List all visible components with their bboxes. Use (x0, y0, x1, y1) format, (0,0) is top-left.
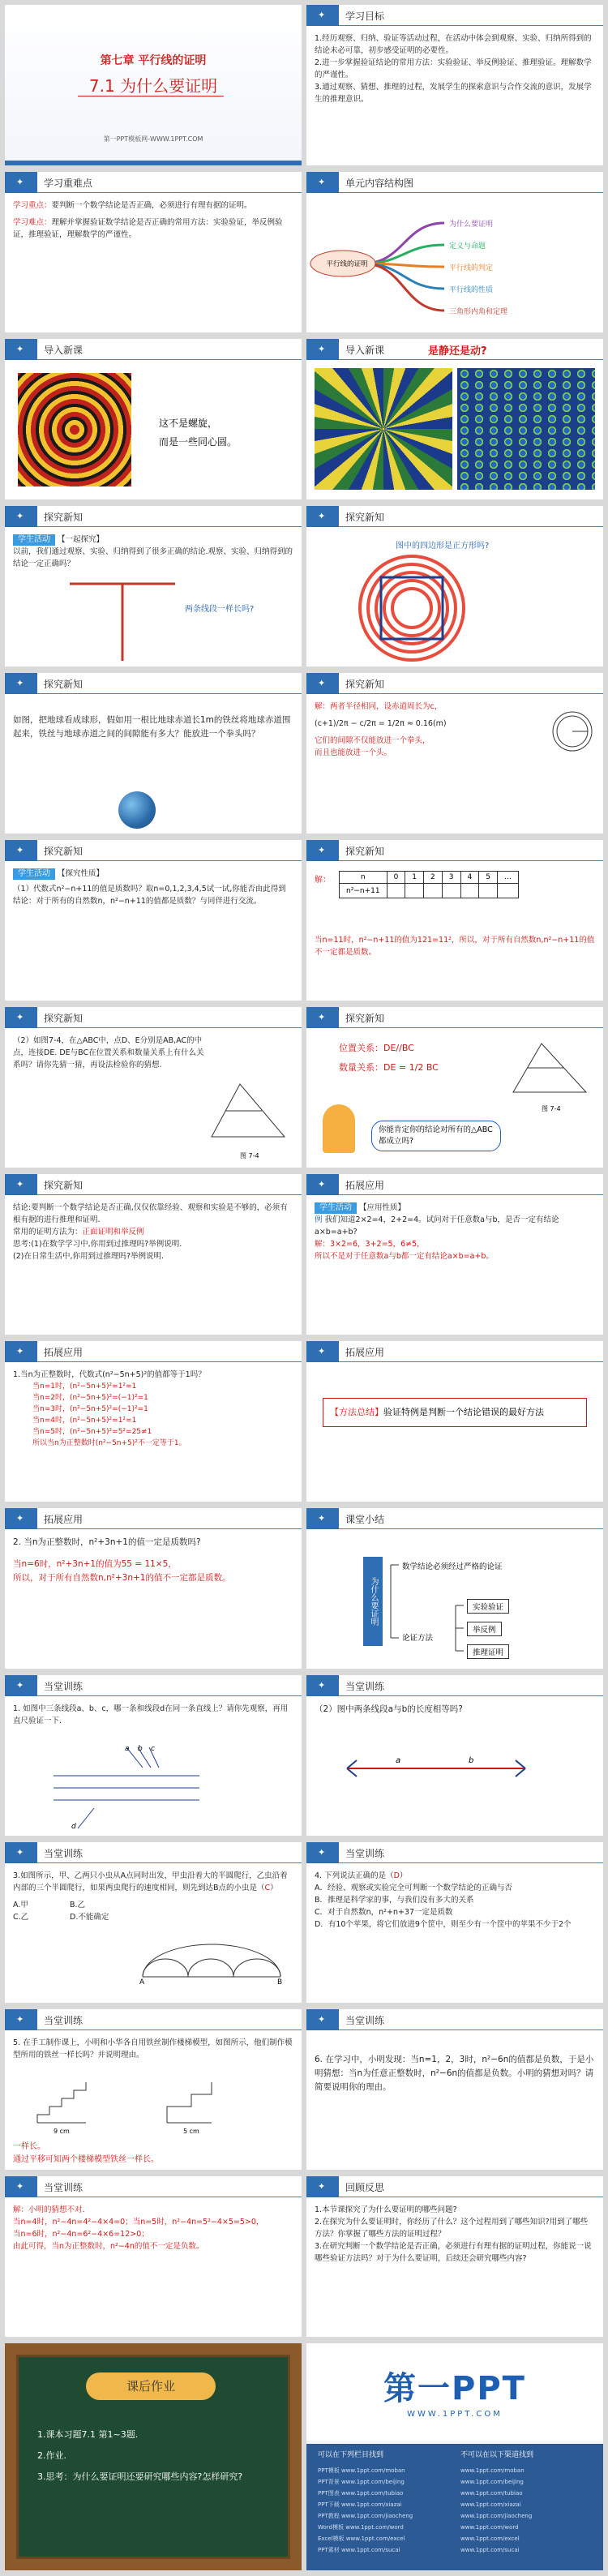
slide-objectives[interactable] (306, 5, 603, 165)
objective-3: 3.通过观察、猜想、推理的过程，发展学生的探索意识与合作交流的意识，发展学生的推理意识。 (315, 83, 592, 104)
slide-title: 当堂训练 (44, 2015, 83, 2026)
bookmark-icon: ✦ (318, 678, 326, 688)
activity-tag: 学生活动 (315, 1202, 357, 1214)
answer-line-2: 当n=4时，n²−4n=4²−4×4=0；当n=5时，n²−4n=5²−4×5=5>0， (13, 2218, 264, 2227)
stair-height-label: 5 cm (183, 2128, 199, 2135)
slide-header (306, 2176, 603, 2197)
ad-link[interactable]: www.1ppt.com/excel (460, 2535, 520, 2542)
slide-header (306, 1341, 603, 1362)
slide-header (306, 1007, 603, 1028)
triangle-figure (509, 1039, 590, 1104)
slide-header (5, 1675, 302, 1696)
slide-title: 当堂训练 (44, 2182, 83, 2193)
bookmark-icon: ✦ (318, 177, 326, 187)
extend-question: 2. 当n为正整数时，n²+3n+1的值一定是质数吗? (13, 1537, 201, 1547)
method-value: 正面证明和举反例 (82, 1228, 144, 1237)
slide-title: 拓展应用 (345, 1347, 385, 1358)
line-d-label: d (71, 1823, 76, 1831)
slide-title: 当堂训练 (345, 1681, 385, 1692)
slide-title: 导入新课 (345, 345, 385, 356)
table-cell: 5 (479, 872, 498, 884)
slide-header (5, 1341, 302, 1362)
ad-link[interactable]: www.1ppt.com/jiaocheng (460, 2513, 533, 2519)
slide-title: 学习目标 (345, 11, 385, 22)
bookmark-icon: ✦ (16, 1179, 24, 1189)
slide-title: 探究新知 (44, 512, 83, 523)
slide-header (5, 1842, 302, 1863)
slide-header (306, 2009, 603, 2030)
bookmark-icon: ✦ (318, 1179, 326, 1189)
bookmark-icon: ✦ (16, 177, 24, 187)
bottom-bar (5, 161, 302, 165)
summary-method-3: 推理证明 (467, 1644, 509, 1659)
bookmark-icon: ✦ (16, 1346, 24, 1357)
table-cell: 4 (460, 872, 479, 884)
illusion-caption-2: 而是一些同心圆。 (159, 436, 238, 448)
point-b-label: B (277, 1978, 283, 1987)
mindmap-node: 为什么要证明 (449, 221, 494, 229)
slide-header (306, 1842, 603, 1863)
activity-label: 【一起探究】 (58, 535, 105, 544)
bookmark-icon: ✦ (16, 845, 24, 855)
ad-link[interactable]: Word模板 www.1ppt.com/word (318, 2524, 404, 2531)
slide-header (5, 172, 302, 193)
slide-explore-6[interactable] (306, 840, 603, 1001)
ad-link[interactable]: Excel模板 www.1ppt.com/excel (318, 2535, 405, 2542)
slide-explore-2[interactable] (306, 506, 603, 667)
slide-header (5, 1007, 302, 1028)
slide-title: 学习重难点 (44, 178, 93, 189)
figure-caption: 图 7-4 (542, 1105, 561, 1112)
motion-question: 是静还是动? (428, 345, 487, 358)
mindmap-node: 三角形内角和定理 (449, 308, 508, 316)
line-c-label: c (151, 1745, 155, 1753)
slide-practice-6[interactable] (306, 2009, 603, 2170)
illusion-caption-1: 这不是螺旋， (159, 418, 218, 429)
slide-explore-3[interactable] (5, 673, 302, 834)
slide-explore-9[interactable] (5, 1174, 302, 1335)
slide-title: 探究新知 (44, 1180, 83, 1191)
summary-branch-2: 论证方法 (402, 1634, 434, 1643)
t-figure (54, 576, 216, 665)
slide-header (5, 840, 302, 861)
slide-header (306, 506, 603, 527)
table-cell: n (340, 872, 387, 884)
slide-header (306, 673, 603, 694)
midline-problem: （2）如图7-4，在△ABC中，点D、E分别是AB,AC的中点，连接DE. DE与BC在位置关系和数量关系上有什么关系吗？请你先猜一猜，再设法检验你的猜想. (13, 1036, 204, 1069)
slide-explore-4[interactable] (306, 673, 603, 834)
figure-caption: 图 7-4 (240, 1152, 259, 1159)
slide-practice-4[interactable] (306, 1842, 603, 2003)
quantity-relation: 数量关系：DE = 1/2 BC (339, 1062, 439, 1073)
slide-header (306, 840, 603, 861)
method-label: 常用的证明方法为： (13, 1228, 83, 1237)
ad-link[interactable]: www.1ppt.com/beijing (460, 2479, 524, 2485)
table-cell: … (497, 872, 518, 884)
position-relation: 位置关系：DE//BC (339, 1043, 414, 1053)
homework-title: 课后作业 (86, 2372, 216, 2400)
homework-item-3: 3.思考：为什么要证明还要研究哪些内容?怎样研究? (37, 2471, 243, 2482)
bookmark-icon: ✦ (16, 1847, 24, 1858)
solution-line-1: 解：两者半径相同，设赤道周长为c， (315, 702, 443, 711)
example-solution-1: 解：3×2=6，3+2=5，6≠5， (315, 1240, 425, 1249)
practice-question: 1. 如图中三条线段a、b、c，哪一条和线段d在同一条直线上？请你先观察，再用直尺验证一下. (13, 1704, 289, 1725)
ad-link[interactable]: PPT背景 www.1ppt.com/beijing (318, 2479, 405, 2485)
extend-answer-1: 当n=6时，n²+3n+1的值为55 = 11×5， (13, 1559, 177, 1569)
slide-title: 当堂训练 (44, 1681, 83, 1692)
slide-title: 探究新知 (345, 679, 385, 690)
case-row: 当n=4时，(n²−5n+5)²=1²=1 (32, 1417, 137, 1425)
option-c[interactable]: C.乙 (13, 1913, 29, 1922)
activity-tag: 学生活动 (13, 868, 55, 880)
slide-header (306, 1508, 603, 1529)
slide-title: 回顾反思 (345, 2182, 385, 2193)
solution-line-3: 而且也能放进一个头。 (315, 748, 392, 757)
lesson-title: 7.1 为什么要证明 (88, 76, 218, 96)
bookmark-icon: ✦ (318, 845, 326, 855)
objective-2: 2.进一步掌握验证结论的常用方法：实验验证、举反例验证、推理验证。理解数学的严谨性。 (315, 58, 592, 79)
summary-root: 为什么要证明 (363, 1557, 383, 1646)
student-cartoon (323, 1104, 355, 1153)
bookmark-icon: ✦ (16, 1513, 24, 1524)
option-c[interactable]: C．对于自然数n，n²+n+37一定是质数 (315, 1908, 453, 1917)
point-a-label: A (139, 1978, 145, 1987)
slide-title: 课堂小结 (345, 1514, 385, 1525)
difficulty-label: 学习难点： (13, 218, 52, 227)
slide-title: 探究新知 (44, 846, 83, 857)
slide-header (5, 506, 302, 527)
slide-keypoints[interactable] (5, 172, 302, 332)
prime-problem: （1）代数式n²−n+11的值是质数吗？取n=0,1,2,3,4,5试一试,你能否由此得到结论：对于所有的自然数n，n²−n+11的值都是质数？与同伴进行交流。 (13, 885, 286, 906)
bookmark-icon: ✦ (318, 1346, 326, 1357)
extend-answer-2: 所以，对于所有自然数n,n²+3n+1的值不一定都是质数。 (13, 1573, 231, 1583)
activity-label: 【探究性质】 (58, 869, 105, 878)
slide-intro-2[interactable] (306, 339, 603, 499)
solution-formula: (c+1)/2π − c/2π = 1/2π ≈ 0.16(m) (315, 719, 447, 728)
slide-title: 当堂训练 (345, 2015, 385, 2026)
bookmark-icon: ✦ (318, 1680, 326, 1691)
circle-gap-figure (550, 709, 595, 754)
slide-title: 拓展应用 (44, 1347, 83, 1358)
segment-b-label: b (469, 1756, 474, 1765)
objective-1: 1.经历观察、归纳、验证等活动过程，在活动中体会到观察、实验、归纳所得到的结论未必可靠，初步感受证明的必要性。 (315, 34, 592, 55)
practice-question: 4. 下列说法正确的是（ (315, 1871, 394, 1880)
slide-intro-1[interactable] (5, 339, 302, 499)
bookmark-icon: ✦ (16, 2181, 24, 2192)
table-conclusion: 当n=11时，n²−n+11的值为121=11²，所以，对于所有自然数n,n²−n+11的值不一定都是质数。 (315, 936, 595, 957)
value-table (339, 871, 519, 898)
slide-structure[interactable] (306, 172, 603, 332)
ad-link[interactable]: www.1ppt.com/moban (460, 2467, 525, 2474)
bookmark-icon: ✦ (318, 10, 326, 20)
slide-practice-1[interactable] (5, 1675, 302, 1836)
stair-width-label: 9 cm (54, 2128, 70, 2135)
bookmark-icon: ✦ (318, 1513, 326, 1524)
homework-list (37, 2424, 269, 2488)
square-illusion (355, 551, 469, 665)
homework-item-2: 2.作业. (37, 2450, 66, 2461)
staircase-figure (29, 2082, 272, 2131)
bookmark-icon: ✦ (318, 511, 326, 521)
links-col-1 (318, 2465, 452, 2556)
bookmark-icon: ✦ (318, 1012, 326, 1022)
answer-line-3: 当n=6时，n²−4n=6²−4×6=12>0； (13, 2230, 149, 2239)
answer-line-1: 解：小明的猜想不对． (13, 2205, 91, 2214)
slide-header (5, 1508, 302, 1529)
case-list (13, 1381, 293, 1449)
slide-extend-2[interactable] (5, 1341, 302, 1502)
speech-bubble: 你能肯定你的结论对所有的△ABC都成立吗? (371, 1121, 501, 1151)
example-solution-2: 所以不是对于任意数a与b都一定有结论a×b=a+b。 (315, 1252, 494, 1261)
links-col-2 (460, 2465, 595, 2556)
slide-title: 探究新知 (345, 846, 385, 857)
bookmark-icon: ✦ (16, 1012, 24, 1022)
question-close: ） (399, 1871, 408, 1880)
conclusion-text: 结论:要判断一个数学结论是否正确,仅仅依靠经验、观察和实验是不够的，必须有根有据的进行推理和证明. (13, 1203, 288, 1224)
slide-header (5, 339, 302, 360)
slide-practice-3[interactable] (5, 1842, 302, 2003)
concentric-illusion-image (18, 373, 131, 486)
table-cell: 2 (424, 872, 443, 884)
table-cell (387, 884, 405, 898)
line-figure (54, 1743, 216, 1832)
slide-title: 探究新知 (44, 679, 83, 690)
slide-review[interactable] (306, 2176, 603, 2337)
slide-extend-3[interactable] (306, 1341, 603, 1502)
bookmark-icon: ✦ (318, 344, 326, 354)
practice-question: 6. 在学习中，小明发现：当n=1，2，3时，n²−6n的值都是负数，于是小明猜想：当n为任意正整数时，n²−6n的值都是负数。小明的猜想对吗？请简要说明你的理由。 (315, 2055, 594, 2092)
case-row: 当n=3时，(n²−5n+5)²=(−1)²=1 (32, 1405, 148, 1413)
chapter-title: 第七章 平行线的证明 (100, 54, 207, 67)
rotating-illusion-image (315, 368, 452, 490)
difficulty-value: 理解并掌握验证数学结论是否正确的常用方法：实验验证，举反例验证，推理验证，理解数学的严谨性。 (13, 218, 283, 239)
ad-link[interactable]: PPT教程 www.1ppt.com/jiaocheng (318, 2513, 413, 2519)
key-value: 要判断一个数学结论是否正确，必须进行有理有据的证明。 (51, 201, 252, 210)
example-text: 我们知道2×2=4，2+2=4。试问对于任意数a与b，是否一定有结论a×b=a+b? (315, 1215, 559, 1237)
think-2: (2)在日常生活中,你用到过推理吗?举例说明. (13, 1252, 165, 1261)
practice-question: 5. 在手工制作课上，小明和小华各自用铁丝制作楼梯模型，如图所示，他们制作模型所用的铁丝一样长吗？并说明理由。 (13, 2038, 293, 2060)
bookmark-icon: ✦ (318, 2181, 326, 2192)
slide-explore-5[interactable] (5, 840, 302, 1001)
slide-header (306, 1174, 603, 1195)
ad-link[interactable]: PPT图表 www.1ppt.com/tubiao (318, 2490, 404, 2497)
activity-tag: 学生活动 (13, 534, 55, 546)
slide-extend-1[interactable] (306, 1174, 603, 1335)
table-cell (479, 884, 498, 898)
table-cell (497, 884, 518, 898)
summary-method-1: 实验验证 (467, 1599, 509, 1614)
slide-explore-8[interactable] (306, 1007, 603, 1168)
slide-ad[interactable] (306, 2343, 603, 2570)
bookmark-icon: ✦ (16, 2014, 24, 2025)
slide-header (306, 1675, 603, 1696)
review-question-1: 1.本节课探究了为什么要证明的哪些问题? (315, 2205, 457, 2214)
slide-explore-7[interactable] (5, 1007, 302, 1168)
mindmap-node: 平行线的性质 (449, 286, 494, 294)
option-b[interactable]: B．推理是科学家的事，与我们没有多大的关系 (315, 1896, 474, 1905)
solution-line-2: 它们的间隙不仅能放进一个拳头， (315, 736, 430, 745)
slide-title: 拓展应用 (345, 1180, 385, 1191)
slide-title: 导入新课 (44, 345, 83, 356)
slide-title: 单元内容结构图 (345, 178, 414, 189)
table-cell (405, 884, 424, 898)
bookmark-icon: ✦ (16, 678, 24, 688)
ad-link[interactable]: PPT模板 www.1ppt.com/moban (318, 2467, 405, 2474)
bookmark-icon: ✦ (16, 1680, 24, 1691)
earth-image (118, 791, 156, 829)
muller-lyer-figure (315, 1748, 590, 1789)
option-d[interactable]: D.不能确定 (70, 1913, 109, 1922)
practice-question: 3.如图所示，甲、乙两只小虫从A点同时出发，甲虫沿着大的半圆爬行，乙虫沿着内部的三个半圆爬行，如果两虫爬行的速度相同，则先到达B点的小虫是（ (13, 1871, 288, 1892)
ad-link[interactable]: PPT素材 www.1ppt.com/sucai (318, 2547, 400, 2553)
mindmap-center: 平行线的证明 (326, 260, 368, 268)
summary-method-2: 举反例 (467, 1622, 502, 1636)
option-a[interactable]: A.甲 (13, 1901, 28, 1909)
slide-header (5, 673, 302, 694)
slide-practice-5[interactable] (5, 2009, 302, 2170)
option-d[interactable]: D．有10个苹果，将它们放进9个筐中，则至少有一个筐中的苹果不少于2个 (315, 1920, 572, 1929)
mindmap-node: 定义与命题 (449, 242, 486, 251)
question-close: ） (270, 1884, 278, 1892)
key-label: 学习重点： (13, 201, 52, 210)
table-cell: n²−n+11 (340, 884, 387, 898)
links-col-2-title: 不可以在以下渠道找到 (460, 2451, 534, 2459)
slide-cover[interactable] (5, 5, 302, 165)
slide-title: 探究新知 (44, 1013, 83, 1024)
slide-title: 当堂训练 (44, 1848, 83, 1859)
bookmark-icon: ✦ (318, 2014, 326, 2025)
slide-practice-2[interactable] (306, 1675, 603, 1836)
case-row: 所以当n为正整数时(n²−5n+5)²不一定等于1。 (32, 1439, 186, 1447)
square-question: 图中的四边形是正方形吗? (396, 542, 490, 551)
slide-title: 探究新知 (345, 1013, 385, 1024)
answer: D (393, 1871, 400, 1880)
ad-link[interactable]: www.1ppt.com/sucai (460, 2547, 520, 2553)
summary-branch-1: 数学结论必须经过严格的论证 (402, 1562, 503, 1571)
slide-header (5, 1174, 302, 1195)
review-question-3: 3.在研究判断一个数学结论是否正确，必须进行有理有据的证明过程，你能说一说哪些验证方法吗？对于为什么要证明，后续还会研究哪些内容? (315, 2242, 592, 2263)
table-cell (460, 884, 479, 898)
ad-link[interactable]: www.1ppt.com/xiazai (460, 2501, 521, 2508)
line-a-label: a (125, 1745, 130, 1753)
ad-link[interactable]: www.1ppt.com/word (460, 2524, 519, 2531)
mindmap-node: 平行线的判定 (449, 264, 494, 272)
site-url[interactable]: WWW.1PPT.COM (407, 2410, 503, 2419)
links-col-1-title: 可以在下列栏目找到 (318, 2451, 384, 2459)
option-b[interactable]: B.乙 (70, 1901, 86, 1909)
slide-header (5, 2176, 302, 2197)
wave-illusion-image (457, 368, 595, 490)
case-row: 当n=5时，(n²−5n+5)²=5²=25≠1 (32, 1428, 152, 1436)
bookmark-icon: ✦ (318, 1847, 326, 1858)
site-logo: 第一PPT (383, 2370, 526, 2407)
method-summary-box (323, 1398, 587, 1427)
solution-label: 解： (315, 876, 331, 885)
option-a[interactable]: A．经验、观察或实验完全可判断一个数学结论的正确与否 (315, 1884, 512, 1892)
table-cell: 3 (442, 872, 460, 884)
slide-summary[interactable] (306, 1508, 603, 1669)
activity-label: 【应用性质】 (359, 1203, 406, 1212)
example-label: 例 (315, 1215, 323, 1224)
slide-title: 探究新知 (345, 512, 385, 523)
triangle-figure (208, 1080, 289, 1153)
ad-link[interactable]: PPT下载 www.1ppt.com/xiazai (318, 2501, 402, 2508)
table-cell (442, 884, 460, 898)
slide-header (306, 5, 603, 26)
slide-title: 当堂训练 (345, 1848, 385, 1859)
table-cell (424, 884, 443, 898)
answer: C (264, 1884, 271, 1892)
review-question-2: 2.在探究为什么要证明时，你经历了什么？这个过程用到了哪些知识?用到了哪些方法？你掌握了哪些方法的证明过程？ (315, 2218, 589, 2239)
slide-title: 拓展应用 (44, 1514, 83, 1525)
bookmark-icon: ✦ (16, 344, 24, 354)
summary-label: 【方法总结】 (330, 1407, 383, 1417)
think-1: 思考:(1)在数学学习中,你用到过推理吗?举例说明. (13, 1240, 182, 1249)
length-question: 两条线段一样长吗? (185, 605, 255, 614)
line-b-label: b (138, 1745, 143, 1753)
homework-item-1: 1.课本习题7.1 第1~3题. (37, 2429, 139, 2440)
segment-a-label: a (396, 1756, 401, 1765)
semicircle-figure (135, 1936, 289, 1985)
table-cell: 0 (387, 872, 405, 884)
earth-problem: 如图，把地球看成球形，假如用一根比地球赤道长1m的铁丝将地球赤道围起来，铁丝与地球赤道之间的间隙能有多大？能放进一个拳头吗？ (13, 715, 291, 739)
slide-header (5, 2009, 302, 2030)
slide-homework[interactable] (5, 2343, 302, 2570)
slide-practice-7[interactable] (5, 2176, 302, 2337)
answer-line-4: 由此可得，当n为正整数时，n²−4n的值不一定是负数。 (13, 2242, 204, 2251)
practice-answer-2: 通过平移可知两个楼梯模型铁丝一样长。 (13, 2155, 159, 2164)
ad-link[interactable]: www.1ppt.com/tubiao (460, 2490, 523, 2497)
site-footer: 第一PPT模板网-WWW.1PPT.COM (103, 135, 203, 143)
extend-question: 1.当n为正整数时，代数式(n²−5n+5)²的值都等于1吗？ (13, 1370, 206, 1379)
summary-text: 验证特例是判断一个结论错误的最好方法 (383, 1407, 544, 1417)
practice-question: （2）图中两条线段a与b的长度相等吗? (315, 1704, 463, 1714)
bookmark-icon: ✦ (16, 511, 24, 521)
slide-explore-1[interactable] (5, 506, 302, 667)
explore-text: 以前，我们通过观察、实验、归纳得到了很多正确的结论.观察、实验、归纳得到的结论一定正确吗？ (13, 547, 293, 568)
practice-answer-1: 一样长。 (13, 2142, 45, 2151)
case-row: 当n=2时，(n²−5n+5)²=(−1)²=1 (32, 1394, 148, 1402)
slide-extend-4[interactable] (5, 1508, 302, 1669)
slide-header (306, 172, 603, 193)
table-cell: 1 (405, 872, 424, 884)
case-row: 当n=1时，(n²−5n+5)²=1²=1 (32, 1382, 137, 1391)
